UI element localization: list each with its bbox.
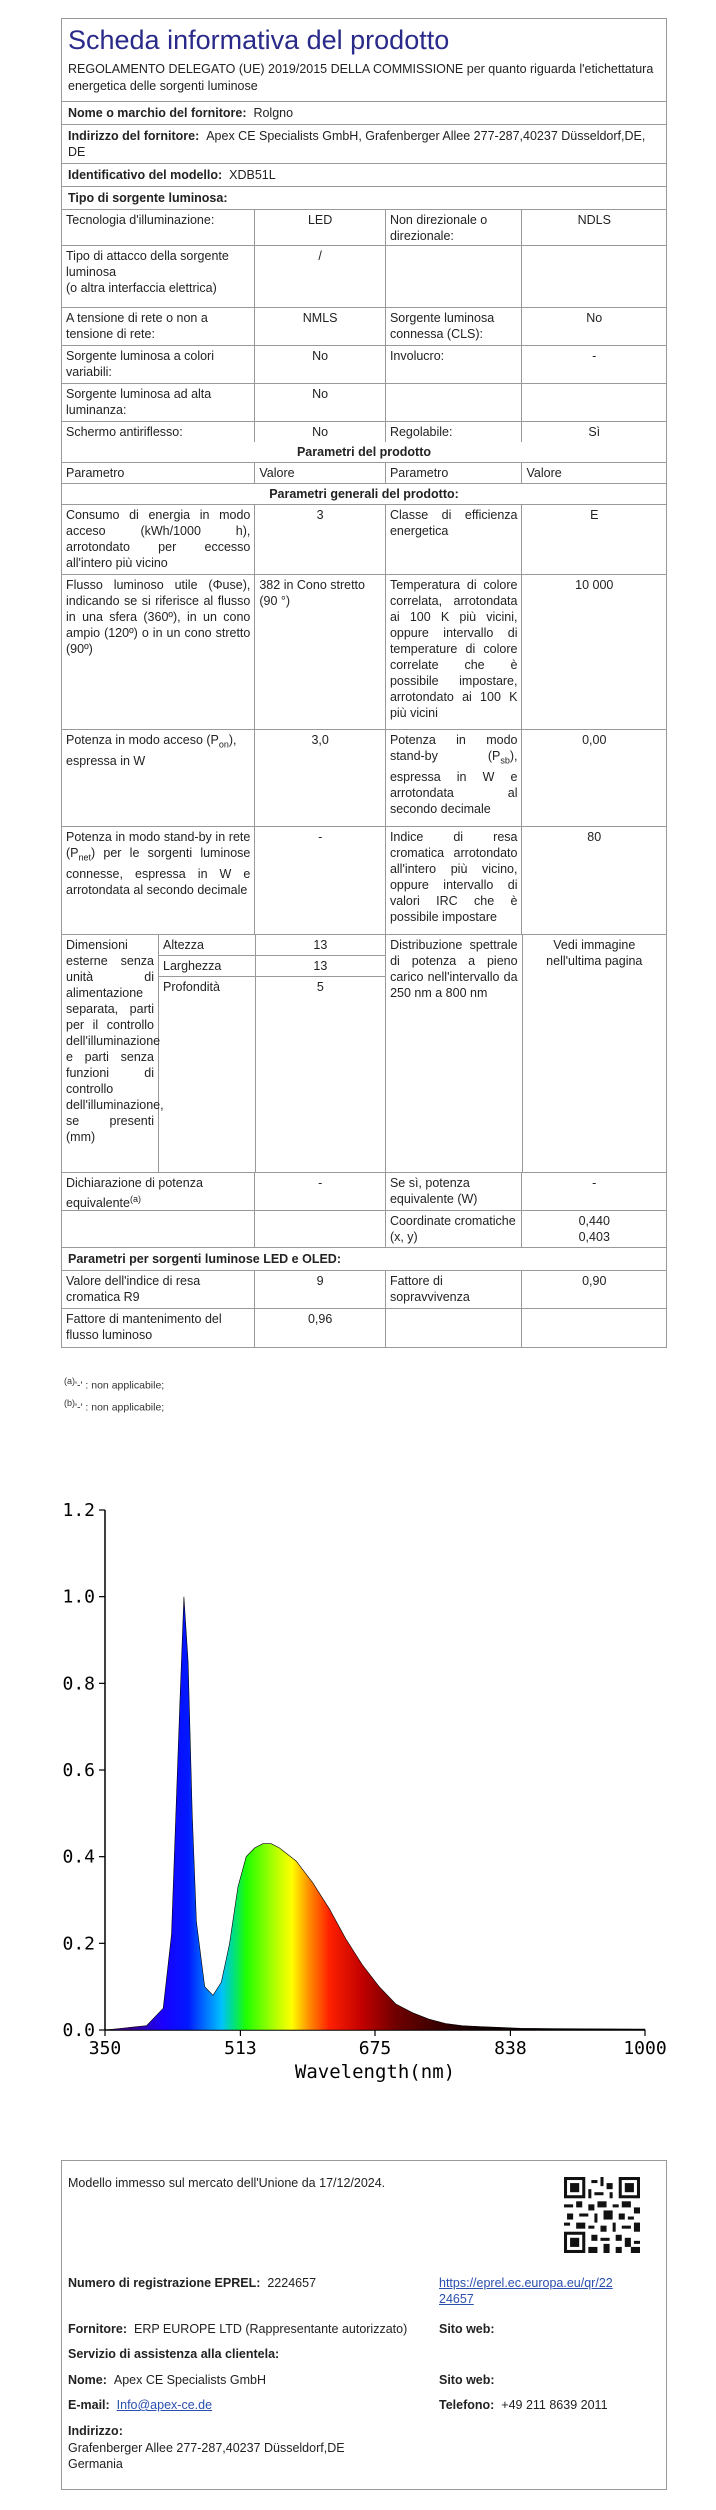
- address-label: Indirizzo:: [68, 2424, 123, 2438]
- dim-width-label: Larghezza: [159, 956, 255, 977]
- bottom-box: [61, 2160, 667, 2490]
- param-value: No: [586, 311, 603, 325]
- param-label: Indice di resa cromatica arrotondato all'intero più vicino, oppure intervallo di valori IRC che è possibile impostare: [386, 827, 523, 934]
- x-tick-label: 838: [494, 2038, 527, 2059]
- source-row: [62, 346, 666, 384]
- y-tick-label: 0.8: [62, 1673, 95, 1695]
- equivalent-power-value: -: [592, 1176, 597, 1190]
- param-label: [386, 1309, 523, 1347]
- param-value: 9: [255, 1271, 386, 1308]
- eprel-row: [68, 2275, 316, 2291]
- email-row: [68, 2397, 212, 2413]
- chromaticity-row: [62, 1211, 666, 1248]
- phone-value: +49 211 8639 2011: [501, 2398, 608, 2412]
- phone-row: [439, 2397, 608, 2413]
- email-label: E-mail:: [68, 2398, 110, 2412]
- y-tick-label: 1.0: [62, 1586, 95, 1608]
- supplier-address-value: Apex CE Specialists GmbH, Grafenberger Allee 277-287,40237 Düsseldorf,DE, DE: [68, 129, 646, 159]
- param-label: Tipo di attacco della sorgente luminosa (o altra interfaccia elettrica): [62, 246, 255, 307]
- x-tick-label: 513: [224, 2038, 257, 2059]
- param-value: LED: [255, 210, 386, 245]
- name-row: [68, 2372, 266, 2388]
- footnote: (a)'-' : non applicabile;: [64, 1376, 165, 1392]
- param-label: Temperatura di colore correlata, arrotondata ai 100 K più vicini, oppure intervallo di temperature di colore correlate che è possibile impostare, arrotondato ai 100 K più vicini: [386, 575, 523, 729]
- market-date: Modello immesso sul mercato dell'Unione da 17/12/2024.: [68, 2176, 386, 2190]
- address-value: Grafenberger Allee 277-287,40237 Düsseldorf,DE Germania: [68, 2441, 345, 2471]
- param-value: 10 000: [575, 578, 614, 592]
- param-label: [386, 246, 523, 307]
- dim-height-label: Altezza: [159, 935, 255, 956]
- col-param-header: Parametro: [62, 463, 255, 483]
- param-label: Fattore di sopravvivenza: [386, 1271, 523, 1308]
- param-label: A tensione di rete o non a tensione di rete:: [62, 308, 255, 345]
- param-label: Consumo di energia in modo acceso (kWh/1000 h), arrotondato per eccesso all'intero più vicino: [62, 505, 255, 574]
- param-label: Sorgente luminosa ad alta luminanza:: [62, 384, 255, 421]
- website2-label: Sito web:: [439, 2373, 495, 2387]
- regulation-text: REGOLAMENTO DELEGATO (UE) 2019/2015 DELLA COMMISSIONE per quanto riguarda l'etichettatura energetica delle sorgenti luminose: [62, 59, 666, 102]
- email-link[interactable]: Info@apex-ce.de: [116, 2398, 213, 2412]
- param-value: 3,0: [255, 730, 386, 826]
- equivalent-label: Dichiarazione di potenza equivalente$^{(a)}$: [62, 1173, 255, 1210]
- param-row: [62, 1309, 666, 1347]
- footnote: (b)'-' : non applicabile;: [64, 1397, 165, 1413]
- spectral-chart: [50, 1490, 667, 2090]
- param-value: 80: [587, 830, 602, 844]
- param-value: No: [255, 384, 386, 421]
- y-tick-label: 0.2: [62, 1933, 95, 1955]
- general-header-row: [62, 484, 666, 505]
- dimensions-names: [159, 935, 256, 1172]
- param-row: [62, 1271, 666, 1309]
- param-value: [522, 384, 666, 421]
- dim-depth-value: 5: [316, 980, 324, 994]
- spectrum-area: [105, 1597, 645, 2030]
- footnotes: [64, 1373, 164, 1416]
- spectral-chart-svg: [50, 1490, 667, 2090]
- param-row: [62, 505, 666, 575]
- param-value: 3: [255, 505, 386, 574]
- param-value: /: [255, 246, 386, 307]
- y-tick-label: 0.4: [62, 1846, 95, 1868]
- y-tick-label: 1.2: [62, 1500, 95, 1521]
- param-value: NMLS: [255, 308, 386, 345]
- params-header-row: [62, 442, 666, 463]
- eprel-link[interactable]: https://eprel.ec.europa.eu/qr/22 24657: [439, 2276, 613, 2306]
- source-type-label: Tipo di sorgente luminosa:: [68, 191, 228, 205]
- supplier-row: [68, 2321, 407, 2337]
- dim-depth-label: Profondità: [163, 980, 220, 994]
- param-label: Flusso luminoso utile (Φuse), indicando se si riferisce al flusso in una sfera (360º), in un cono ampio (120º) o in un cono stretto (90º): [62, 575, 255, 729]
- param-value: No: [255, 346, 386, 383]
- source-row: [62, 210, 666, 246]
- param-value: NDLS: [577, 213, 611, 227]
- supplier-label: Fornitore:: [68, 2322, 128, 2336]
- chromaticity-value: 0,440 0,403: [578, 1214, 610, 1244]
- column-header-row: [62, 463, 666, 484]
- dim-width-value: 13: [256, 956, 385, 977]
- param-label: [386, 384, 523, 421]
- param-label: Non direzionale o direzionale:: [386, 210, 523, 245]
- name-label: Nome:: [68, 2373, 107, 2387]
- param-label: Valore dell'indice di resa cromatica R9: [62, 1271, 255, 1308]
- supplier-address-row: [62, 125, 666, 164]
- model-row: [62, 164, 666, 187]
- name-value: Apex CE Specialists GmbH: [113, 2373, 266, 2387]
- param-label: Sorgente luminosa a colori variabili:: [62, 346, 255, 383]
- dimensions-row: [62, 935, 666, 1173]
- source-row: [62, 246, 666, 308]
- dimensions-label: Dimensioni esterne senza unità di alimentazione separata, parti per il controllo dell'illuminazione e parti senza funzioni di controllo dell'illuminazione, se presenti (mm): [62, 935, 159, 1172]
- param-label: Potenza in modo acceso $(P_{on})$, espressa in W: [62, 730, 255, 826]
- col-value-header: Valore: [255, 463, 386, 483]
- y-tick-label: 0.0: [62, 2020, 95, 2041]
- param-label: Sorgente luminosa connessa (CLS):: [386, 308, 523, 345]
- param-value: E: [590, 508, 599, 522]
- model-value: XDB51L: [229, 168, 276, 182]
- param-value: [522, 246, 666, 307]
- x-axis-label: Wavelength(nm): [294, 2061, 456, 2083]
- param-label: Involucro:: [386, 346, 523, 383]
- led-header-row: [62, 1248, 666, 1271]
- website-label: Sito web:: [439, 2322, 495, 2336]
- x-tick-label: 675: [358, 2038, 392, 2059]
- spectral-value: Vedi immagine nell'ultima pagina: [546, 938, 643, 968]
- param-label: Fattore di mantenimento del flusso luminoso: [62, 1309, 255, 1347]
- equivalent-row: [62, 1173, 666, 1211]
- param-label: Schermo antiriflesso:: [62, 422, 255, 442]
- supplier-value: ERP EUROPE LTD (Rappresentante autorizzato): [133, 2322, 408, 2336]
- source-row: [62, 384, 666, 422]
- param-value: 0,90: [582, 1274, 607, 1288]
- param-value: Sì: [588, 425, 601, 439]
- spectral-label: Distribuzione spettrale di potenza a pieno carico nell'intervallo da 250 nm a 800 nm: [386, 935, 522, 1172]
- y-tick-label: 0.6: [62, 1760, 95, 1781]
- supplier-name-label: Nome o marchio del fornitore:: [68, 106, 247, 120]
- param-value: 0,96: [255, 1309, 386, 1347]
- param-row: [62, 575, 666, 730]
- param-value: -: [255, 827, 386, 934]
- equivalent-power-label: Se sì, potenza equivalente (W): [386, 1173, 523, 1210]
- param-value: No: [255, 422, 386, 442]
- param-label: Potenza in modo stand-by in rete $(P_{net})$ per le sorgenti luminose connesse, espressa in W e arrotondata al secondo decimale: [62, 827, 255, 934]
- equivalent-value: -: [255, 1173, 386, 1210]
- supplier-name-row: [62, 102, 666, 125]
- product-info-sheet: [61, 18, 667, 1348]
- x-tick-label: 350: [88, 2038, 122, 2059]
- page-title: Scheda informativa del prodotto: [68, 25, 450, 55]
- param-value: 0,00: [582, 733, 607, 747]
- dim-height-value: 13: [256, 935, 385, 956]
- service-label: Servizio di assistenza alla clientela:: [68, 2347, 280, 2361]
- eprel-number: 2224657: [267, 2276, 317, 2290]
- model-label: Identificativo del modello:: [68, 168, 223, 182]
- supplier-address-label: Indirizzo del fornitore:: [68, 129, 200, 143]
- col-value-header: Valore: [526, 466, 562, 480]
- param-label: Classe di efficienza energetica: [386, 505, 523, 574]
- source-row: [62, 308, 666, 346]
- phone-label: Telefono:: [439, 2398, 495, 2412]
- params-header: Parametri del prodotto: [296, 445, 432, 459]
- param-label: Potenza in modo stand-by $(P_{sb})$, espressa in W e arrotondata al secondo decimale: [386, 730, 523, 826]
- param-value: [522, 1309, 666, 1347]
- param-label: Regolabile:: [386, 422, 523, 442]
- source-row: [62, 422, 666, 442]
- dimensions-values: [256, 935, 386, 1172]
- supplier-name-value: Rolgno: [253, 106, 294, 120]
- led-header: Parametri per sorgenti luminose LED e OLED:: [68, 1252, 341, 1266]
- param-value: 382 in Cono stretto (90 °): [255, 575, 386, 729]
- general-header: Parametri generali del prodotto:: [269, 487, 459, 501]
- x-tick-label: 1000: [623, 2038, 667, 2059]
- eprel-label: Numero di registrazione EPREL:: [68, 2276, 261, 2290]
- chromaticity-label: Coordinate cromatiche (x, y): [386, 1211, 523, 1247]
- param-row: [62, 730, 666, 827]
- param-label: Tecnologia d'illuminazione:: [62, 210, 255, 245]
- qr-code-icon[interactable]: [564, 2177, 640, 2253]
- col-param-header: Parametro: [386, 463, 523, 483]
- param-row: [62, 827, 666, 935]
- source-type-row: [62, 187, 666, 210]
- param-value: -: [592, 349, 597, 363]
